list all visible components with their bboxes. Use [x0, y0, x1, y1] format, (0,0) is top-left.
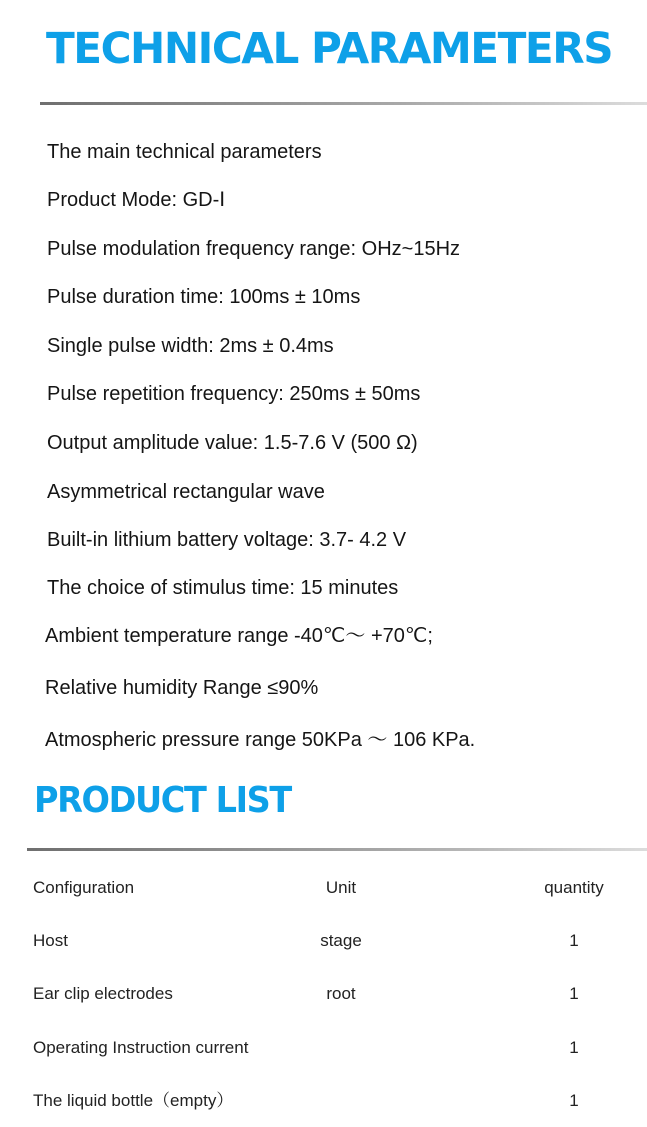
parameter-line-product-mode: Product Mode: GD-Ⅰ [47, 189, 226, 211]
quantity-cell: 1 [569, 1091, 579, 1110]
column-header-unit: Unit [325, 878, 357, 897]
configuration-cell: The liquid bottle（empty） [33, 1091, 234, 1110]
product-list-divider [27, 848, 647, 851]
column-header-quantity: quantity [544, 878, 604, 897]
parameter-line-pulse-duration: Pulse duration time: 100ms ± 10ms [47, 286, 361, 308]
parameter-line-humidity-range: Relative humidity Range ≤90% [45, 677, 319, 699]
parameter-line-output-amplitude: Output amplitude value: 1.5-7.6 V (500 Ω) [47, 432, 418, 454]
parameter-line-pulse-width: Single pulse width: 2ms ± 0.4ms [47, 335, 334, 357]
column-header-configuration: Configuration [33, 878, 135, 897]
quantity-cell: 1 [569, 931, 579, 950]
unit-cell: root [326, 984, 356, 1003]
quantity-cell: 1 [569, 1038, 579, 1057]
parameter-line-waveform: Asymmetrical rectangular wave [47, 481, 325, 503]
parameter-line-repetition-frequency: Pulse repetition frequency: 250ms ± 50ms [47, 383, 421, 405]
parameter-line-battery-voltage: Built-in lithium battery voltage: 3.7- 4.2 V [47, 529, 407, 551]
quantity-cell: 1 [569, 984, 579, 1003]
product-list-title: PRODUCT LIST [34, 780, 291, 821]
parameter-line-main: The main technical parameters [47, 141, 322, 163]
parameter-line-stimulus-time: The choice of stimulus time: 15 minutes [47, 577, 399, 599]
configuration-cell: Operating Instruction current [33, 1038, 249, 1057]
configuration-cell: Host [33, 931, 68, 950]
technical-parameters-title: TECHNICAL PARAMETERS [46, 24, 613, 74]
parameter-line-temperature-range: Ambient temperature range -40℃～ +70℃; [45, 625, 433, 647]
unit-cell: stage [320, 931, 362, 950]
parameter-line-frequency-range: Pulse modulation frequency range: OHz~15Hz [47, 238, 461, 260]
parameter-line-pressure-range: Atmospheric pressure range 50KPa ～ 106 KPa. [45, 729, 476, 751]
technical-parameters-divider [40, 102, 647, 105]
configuration-cell: Ear clip electrodes [33, 984, 173, 1003]
